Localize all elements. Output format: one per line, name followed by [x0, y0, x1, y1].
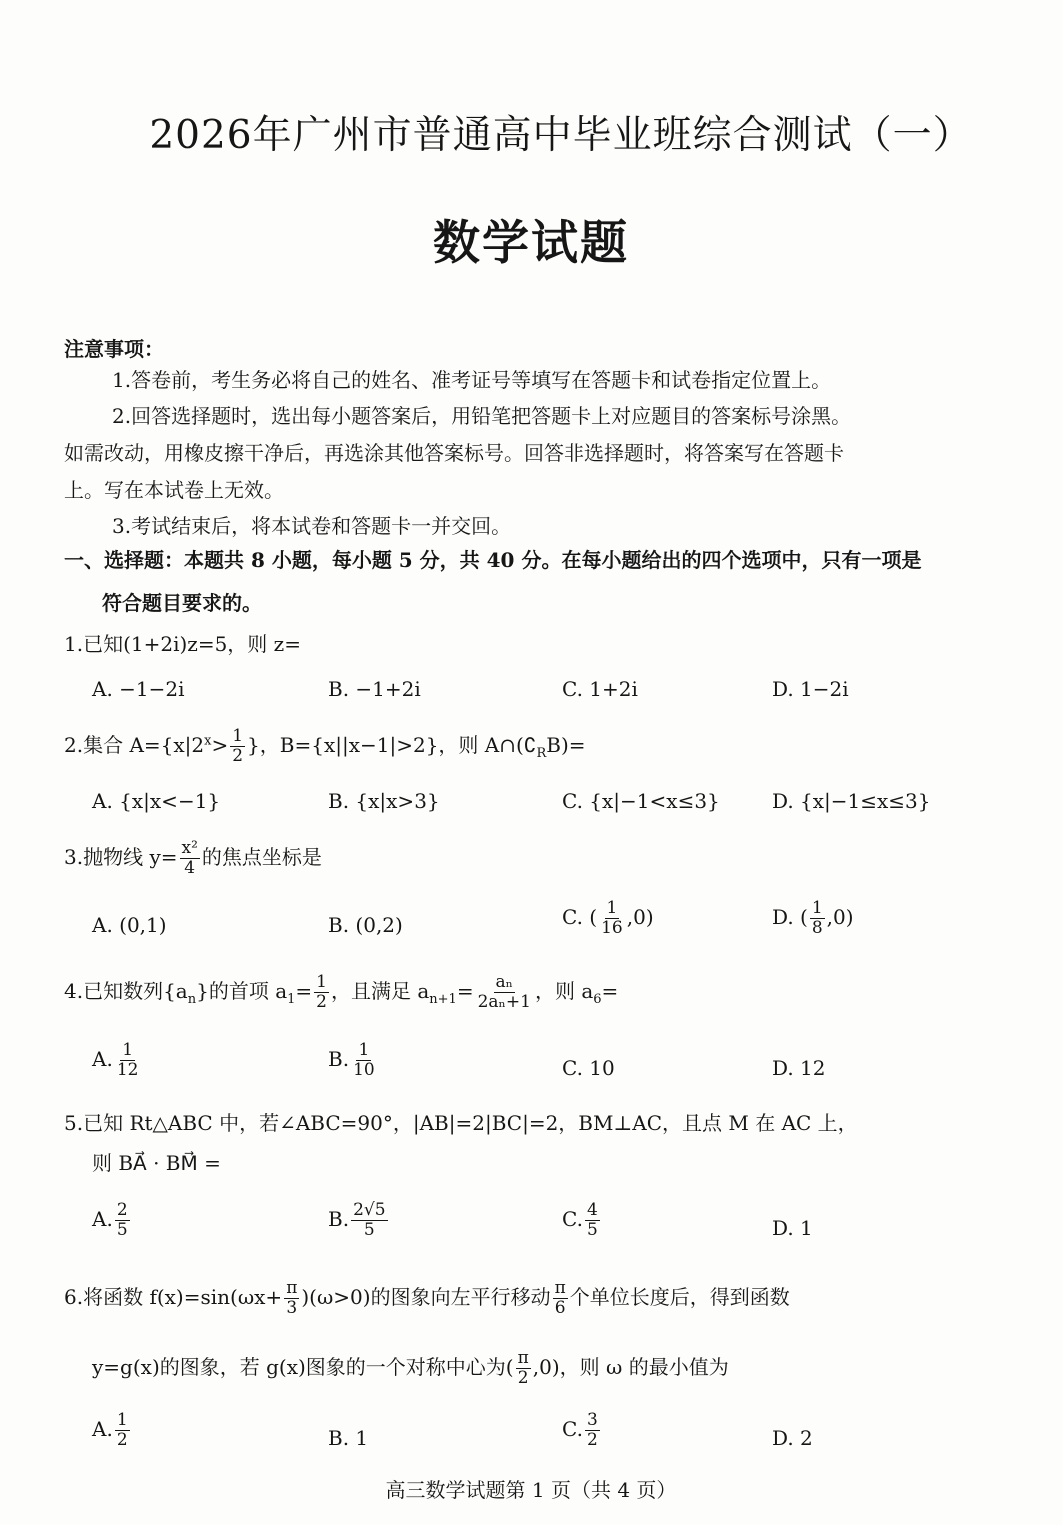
question-3-option-a: A. (0,1) [92, 913, 167, 937]
question-6-option-c [562, 1412, 602, 1449]
question-6-line-1 [64, 1280, 790, 1317]
q5c-den: 5 [586, 1220, 598, 1240]
q6a-den: 2 [116, 1430, 128, 1450]
q6c-fraction [585, 1412, 600, 1449]
q6-pi6-fraction [553, 1280, 568, 1317]
q6-pi2-den: 2 [517, 1368, 529, 1388]
q6c-pre: C. [562, 1417, 583, 1441]
q4-sub-n: n [187, 992, 197, 1007]
question-3-option-b: B. (0,2) [328, 913, 403, 937]
question-6-option-b: B. 1 [328, 1426, 369, 1450]
q5b-den: 5 [363, 1220, 375, 1240]
q2-tail: B)= [546, 733, 586, 757]
notice-item-1: 1.答卷前，考生务必将自己的姓名、准考证号等填写在答题卡和试卷指定位置上。 [112, 368, 832, 392]
q6-l2b: ,0)，则 ω 的最小值为 [532, 1355, 729, 1379]
q6-pi2-fraction [516, 1350, 531, 1387]
q4-mid1: }的首项 a [196, 979, 288, 1003]
q3c-fraction [599, 900, 625, 937]
question-6-option-a [92, 1412, 132, 1449]
question-5-line-1: 5.已知 Rt△ABC 中，若∠ABC=90°，|AB|=2|BC|=2，BM⊥AC，且点 M 在 AC 上， [64, 1111, 858, 1135]
question-4-option-d: D. 12 [772, 1056, 826, 1080]
question-5-option-a [92, 1202, 132, 1239]
q3c-pre: C. ( [562, 905, 598, 929]
q4b-num: 1 [358, 1040, 370, 1060]
question-6-option-d: D. 2 [772, 1426, 813, 1450]
q6a-num: 1 [116, 1410, 128, 1430]
q3d-den: 8 [811, 918, 823, 938]
q5a-pre: A. [92, 1207, 113, 1231]
q5b-fraction [351, 1202, 387, 1239]
q4-mid2: ，且满足 a [331, 979, 430, 1003]
q5c-num: 4 [586, 1200, 598, 1220]
q6a-fraction [115, 1412, 130, 1449]
question-2-stem [64, 728, 586, 765]
q2-gt: > [211, 733, 229, 757]
q5a-fraction [115, 1202, 130, 1239]
q2-sup: x [204, 733, 212, 749]
q5a-den: 5 [116, 1220, 128, 1240]
q6-pi2-num: π [517, 1348, 529, 1368]
question-4-option-a [92, 1042, 142, 1079]
q4-end: = [601, 979, 619, 1003]
notice-item-2-line-2: 如需改动，用橡皮擦干净后，再选涂其他答案标号。回答非选择题时，将答案写在答题卡 [64, 441, 844, 465]
q4a-pre: A. [92, 1047, 113, 1071]
q4b-fraction [351, 1042, 377, 1079]
q6c-den: 2 [586, 1430, 598, 1450]
q4-fraction-2 [476, 974, 533, 1011]
question-3-option-c [562, 900, 654, 937]
question-5-line-2: 则 BA⃗ · BM⃗ = [92, 1151, 221, 1175]
q4-sub-6: 6 [593, 992, 602, 1007]
page-sub-title: 数学试题 [433, 216, 629, 271]
q6-l1a: 6.将函数 f(x)=sin(ωx+ [64, 1285, 283, 1309]
q3-tail: 的焦点坐标是 [201, 845, 322, 869]
q3c-post: ,0) [626, 905, 654, 929]
q4-fraction-1 [314, 974, 329, 1011]
q4-sub-n1: n+1 [429, 992, 457, 1007]
question-1-option-b: B. −1+2i [328, 677, 421, 701]
question-3-stem [64, 840, 322, 877]
q5b-pre: B. [328, 1207, 350, 1231]
page-footer: 高三数学试题第 1 页（共 4 页） [385, 1478, 677, 1502]
question-5-option-d: D. 1 [772, 1216, 813, 1240]
q5c-pre: C. [562, 1207, 583, 1231]
question-3-option-d [772, 900, 854, 937]
question-2-option-a: A. {x|x<−1} [92, 789, 221, 813]
question-1-option-a: A. −1−2i [92, 677, 185, 701]
section-1-title-line-1: 一、选择题：本题共 8 小题，每小题 5 分，共 40 分。在每小题给出的四个选项中，只有一项是 [64, 548, 922, 572]
q2-frac-num: 1 [232, 726, 244, 746]
question-5-option-c [562, 1202, 602, 1239]
question-6-line-2 [92, 1350, 729, 1387]
q4-eq2: = [456, 979, 474, 1003]
q4-sub-1: 1 [287, 992, 296, 1007]
q4-frac1-num: 1 [316, 972, 327, 992]
notice-item-3: 3.考试结束后，将本试卷和答题卡一并交回。 [112, 514, 512, 538]
q2-rest: }，B={x||x−1|>2}，则 A∩(∁ [247, 733, 537, 757]
q3-fraction [180, 840, 200, 877]
q6a-pre: A. [92, 1417, 113, 1441]
q5b-num: 2√5 [353, 1200, 386, 1220]
q3-frac-num: x² [181, 838, 198, 858]
question-5-option-b [328, 1202, 390, 1239]
section-1-title-line-2: 符合题目要求的。 [102, 591, 262, 615]
notice-heading: 注意事项： [64, 337, 164, 361]
question-1-option-c: C. 1+2i [562, 677, 638, 701]
q6c-num: 3 [586, 1410, 598, 1430]
q3-frac-den: 4 [184, 858, 196, 878]
q4-frac1-den: 2 [316, 992, 327, 1012]
q4a-fraction [115, 1042, 141, 1079]
q2-fraction [230, 728, 245, 765]
q6-l1c: 个单位长度后，得到函数 [569, 1285, 790, 1309]
q2-prefix: 2.集合 A={x|2 [64, 733, 205, 757]
q4b-pre: B. [328, 1047, 350, 1071]
q4-prefix: 4.已知数列{a [64, 979, 188, 1003]
q2-sub: R [536, 746, 547, 761]
question-1-option-d: D. 1−2i [772, 677, 849, 701]
q5a-num: 2 [116, 1200, 128, 1220]
q6-pi6-num: π [554, 1278, 566, 1298]
question-2-option-b: B. {x|x>3} [328, 789, 440, 813]
q3c-den: 16 [601, 918, 623, 938]
question-1-stem: 1.已知(1+2i)z=5，则 z= [64, 632, 301, 656]
question-4-option-c: C. 10 [562, 1056, 615, 1080]
q6-l2a: y=g(x)的图象，若 g(x)图象的一个对称中心为( [92, 1355, 514, 1379]
question-2-option-c: C. {x|−1<x≤3} [562, 789, 720, 813]
q3c-num: 1 [606, 898, 618, 918]
q4-frac2-den: 2aₙ+1 [477, 992, 531, 1012]
q3d-num: 1 [811, 898, 823, 918]
q4-tail: ，则 a [534, 979, 594, 1003]
q6-pi3-fraction [284, 1280, 299, 1317]
notice-item-2-line-1: 2.回答选择题时，选出每小题答案后，用铅笔把答题卡上对应题目的答案标号涂黑。 [112, 404, 852, 428]
q4b-den: 10 [353, 1060, 375, 1080]
page-main-title: 2026年广州市普通高中毕业班综合测试（一） [149, 113, 973, 158]
q6-pi3-den: 3 [286, 1298, 298, 1318]
q2-frac-den: 2 [232, 746, 244, 766]
q4-frac2-num: aₙ [495, 972, 514, 992]
q3d-post: ,0) [826, 905, 854, 929]
q3d-pre: D. ( [772, 905, 808, 929]
question-4-option-b [328, 1042, 379, 1079]
q5c-fraction [585, 1202, 600, 1239]
notice-item-2-line-3: 上。写在本试卷上无效。 [64, 478, 284, 502]
q4a-num: 1 [122, 1040, 134, 1060]
question-2-option-d: D. {x|−1≤x≤3} [772, 789, 931, 813]
q4a-den: 12 [116, 1060, 139, 1080]
q6-pi3-num: π [286, 1278, 298, 1298]
q3-prefix: 3.抛物线 y= [64, 845, 178, 869]
q6-pi6-den: 6 [554, 1298, 566, 1318]
question-4-stem [64, 974, 618, 1011]
q4-eq: = [295, 979, 313, 1003]
q6-l1b: )(ω>0)的图象向左平行移动 [301, 1285, 551, 1309]
q3d-fraction [810, 900, 825, 937]
